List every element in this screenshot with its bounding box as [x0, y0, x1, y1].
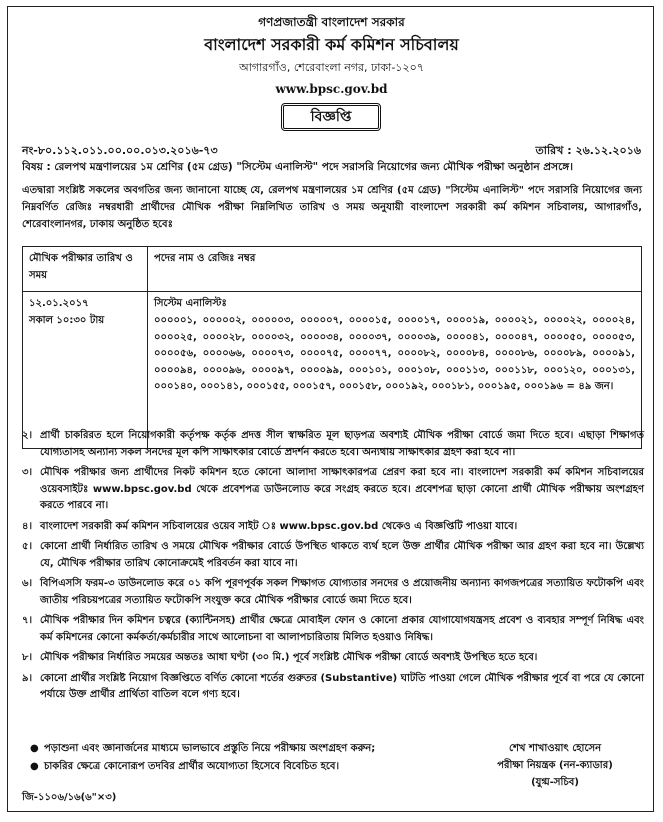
list-item: ৭। মৌখিক পরীক্ষার দিন কমিশন চত্বরে (ক্যান্টিনসহ) প্রার্থীর ক্ষেত্রে মোবাইল ফোন ও কোনো প্রকার যোগাযোগযন্ত্রসহ প্রবেশ ও ব্যবহার সম্পূর্ণ নিষিদ্ধ এবং কর্ম কমিশনের কোনো কর্মকর্তা/কর্মচারীর সাথে আলোচনা বা আলাপচারিতায় মিলিত হওয়াও নিষিদ্ধ। [22, 615, 644, 643]
list-item: ৬। বিপিএসসি ফরম-৩ ডাউনলোড করে ০১ কপি পূরণপূর্বক সকল শিক্ষাগত যোগ্যতার সনদের ও প্রয়োজনীয় অন্যান্য কাগজপত্রের সত্যায়িত ফটোকপি এবং জাতীয় পরিচয়পত্রের সত্যায়িত ফটোকপি সংযুক্ত করে মৌখিক পরীক্ষার বোর্ডে জমা দিতে হবে। [22, 578, 644, 606]
signature-block [470, 740, 640, 791]
list-item: ● পড়াশুনা এবং জ্ঞানার্জনের মাধ্যমে ভালভাবে প্রস্তুতি নিয়ে পরীক্ষায় অংশগ্রহণ করুন; [30, 740, 430, 758]
roll-numbers: ০০০০০১, ০০০০০২, ০০০০০৩, ০০০০০৭, ০০০০১৫, ০০০০১৭, ০০০০১৯, ০০০০২১, ০০০০২২, ০০০০২৪, ০০০০২৫, ০০০০২৮, ০০০০৩২, ০০০০৩৪, ০০০০৩৭, ০০০০৩৯, ০০০০৪১, ০০০০৪৭, ০০০০৫০, ০০০০৫৩, ০০০০৫৬, ০০০০৬৬, ০০০০৭৩, ০০০০৭৫, ০০০০৭৭, ০০০০৮২, ০০০০৮৪, ০০০০৮৬, ০০০০৮৯, ০০০০৯১, ০০০০৯৪, ০০০০৯৬, ০০০০৯৭, ০০০০৯৯, ০০০১০১, ০০০১০৮, ০০০১১৩, ০০০১১৮, ০০০১২০, ০০০১৩১, ০০০১৪০, ০০০১৪১, ০০০১৫৫, ০০০১৫৭, ০০০১৫৮, ০০০১৯২, ০০০১৮১, ০০০১৯৫, ০০০১৯৬ = ৪৯ জন। [154, 315, 635, 392]
intro-paragraph: এতদ্বারা সংশ্লিষ্ট সকলের অবগতির জন্য জানানো যাচ্ছে যে, রেলপথ মন্ত্রণালয়ের ১ম শ্রেণির (৫ম গ্রেড) "সিস্টেম এনালিস্ট" পদে সরাসরি নিয়োগের জন্য নিম্নবর্ণিত রেজিঃ নম্বরধারী প্রার্থীদের মৌখিক পরীক্ষা নিম্নলিখিত তারিখ ও সময় অনুযায়ী বাংলাদেশ সরকারী কর্ম কমিশন সচিবালয়, আগারগাঁও, শেরেবাংলানগর, ঢাকায় অনুষ্ঠিত হবেঃ [22, 185, 642, 230]
print-code: জি-১১০৬/১৬(৬"×৩) [22, 792, 117, 803]
office-address: আগারগাঁও, শেরেবাংলা নগর, ঢাকা-১২০৭ [239, 61, 424, 74]
notice-subject: বিষয় : রেলপথ মন্ত্রণালয়ের ১ম শ্রেণির (৫ম গ্রেড) "সিস্টেম এনালিস্ট" পদে সরাসরি নিয়োগের জন্য মৌখিক পরীক্ষা অনুষ্ঠান প্রসঙ্গে। [22, 161, 574, 173]
signatory-name: শেখ শাখাওয়াৎ হোসেন [508, 743, 602, 754]
list-item: ৩। মৌখিক পরীক্ষার জন্য প্রার্থীদের নিকট কমিশন হতে কোনো আলাদা সাক্ষাৎকারপত্র প্রেরণ করা হবে না। বাংলাদেশ সরকারী কর্ম কমিশন সচিবালয়ের ওয়েবসাইটঃ www.bpsc.gov.bd থেকে প্রবেশপত্র ডাউনলোড করে সংগ্রহ করতে হবে। প্রবেশপত্র ছাড়া কোনো প্রার্থী মৌখিক পরীক্ষায় অংশগ্রহণ করতে পারবে না। [22, 467, 644, 511]
roll-cell [148, 292, 642, 449]
list-item: ● চাকরির ক্ষেত্রে কোনোরূপ তদবির প্রার্থীর অযোগ্যতা হিসেবে বিবেচিত হবে। [30, 758, 430, 776]
bullet-icon: ● [30, 761, 39, 772]
post-name: সিস্টেম এনালিস্টঃ [154, 298, 227, 309]
table-header-row [23, 247, 642, 292]
list-item: ৫। কোনো প্রার্থী নির্ধারিত তারিখ ও সময়ে মৌখিক পরীক্ষার বোর্ডে উপস্থিত থাকতে ব্যর্থ হলে উক্ত প্রার্থীর মৌখিক পরীক্ষা আর গ্রহণ করা হবে না। উল্লেখ্য যে, মৌখিক পরীক্ষার তারিখ কোনোক্রমেই পরিবর্তন করা যাবে না। [22, 541, 644, 569]
list-item: ২। প্রার্থী চাকরিরত হলে নিয়োগকারী কর্তৃপক্ষ কর্তৃক প্রদত্ত সীল স্বাক্ষরিত মূল ছাড়পত্র অবশ্যই মৌখিক পরীক্ষা বোর্ডে জমা দিতে হবে। এছাড়া শিক্ষাগত যোগ্যতাসহ অন্যান্য সকল সনদের মূল কপি সাক্ষাৎকার বোর্ডে প্রদর্শন করতে হবে। অন্যথায় সাক্ষাৎকার গ্রহণ করা হবে না। [22, 430, 644, 458]
table-row [23, 292, 642, 449]
signatory-designation: পরীক্ষা নিয়ন্ত্রক (নন-ক্যাডার) [497, 760, 613, 771]
list-item: ৮। মৌখিক পরীক্ষার নির্ধারিত সময়ের অন্ততঃ আধা ঘণ্টা (৩০ মি.) পূর্বে সংশ্লিষ্ট মৌখিক পরীক্ষা বোর্ডে অবশ্যই উপস্থিত হতে হবে। [22, 652, 538, 663]
list-item: ৯। কোনো প্রার্থীর সংশ্লিষ্ট নিয়োগ বিজ্ঞপ্তিতে বর্ণিত কোনো শর্তের গুরুতর (Substantive) ঘাটতি পাওয়া গেলে মৌখিক পরীক্ষার পূর্বে বা পরে যে কোনো পর্যায়ে উক্ত প্রার্থীর প্রার্থিতা বাতিল বলে গণ্য হবে। [22, 672, 644, 700]
schedule-table [22, 246, 642, 449]
list-item: ৪। বাংলাদেশ সরকারী কর্ম কমিশন সচিবালয়ের ওয়েব সাইট ঃ www.bpsc.gov.bd থেকেও এ বিজ্ঞপ্তিটি পাওয়া যাবে। [22, 520, 518, 532]
header-post-roll: পদের নাম ও রেজিঃ নম্বর [148, 247, 642, 292]
signatory-rank: (যুগ্ম-সচিব) [531, 777, 579, 788]
bullet-icon: ● [30, 743, 39, 754]
memo-number: নং-৮০.১১২.০১১.০০.০০.০১৩.২০১৬-৭৩ [22, 144, 218, 157]
govt-name: গণপ্রজাতন্ত্রী বাংলাদেশ সরকার [258, 15, 405, 29]
commission-name: বাংলাদেশ সরকারী কর্ম কমিশন সচিবালয় [204, 35, 459, 54]
exam-date-cell [23, 292, 148, 449]
header-date-time: মৌখিক পরীক্ষার তারিখ ও সময় [23, 247, 148, 292]
exam-date: ১২.০১.২০১৭ [29, 298, 89, 309]
website-link[interactable]: www.bpsc.gov.bd [275, 82, 388, 96]
advice-bullets [30, 740, 430, 776]
notice-date: তারিখ : ২৬.১২.২০১৬ [535, 144, 641, 157]
instructions-list [22, 428, 644, 708]
exam-time: সকাল ১০:৩০ টায় [29, 315, 105, 326]
notice-title: বিজ্ঞপ্তি [281, 103, 381, 131]
